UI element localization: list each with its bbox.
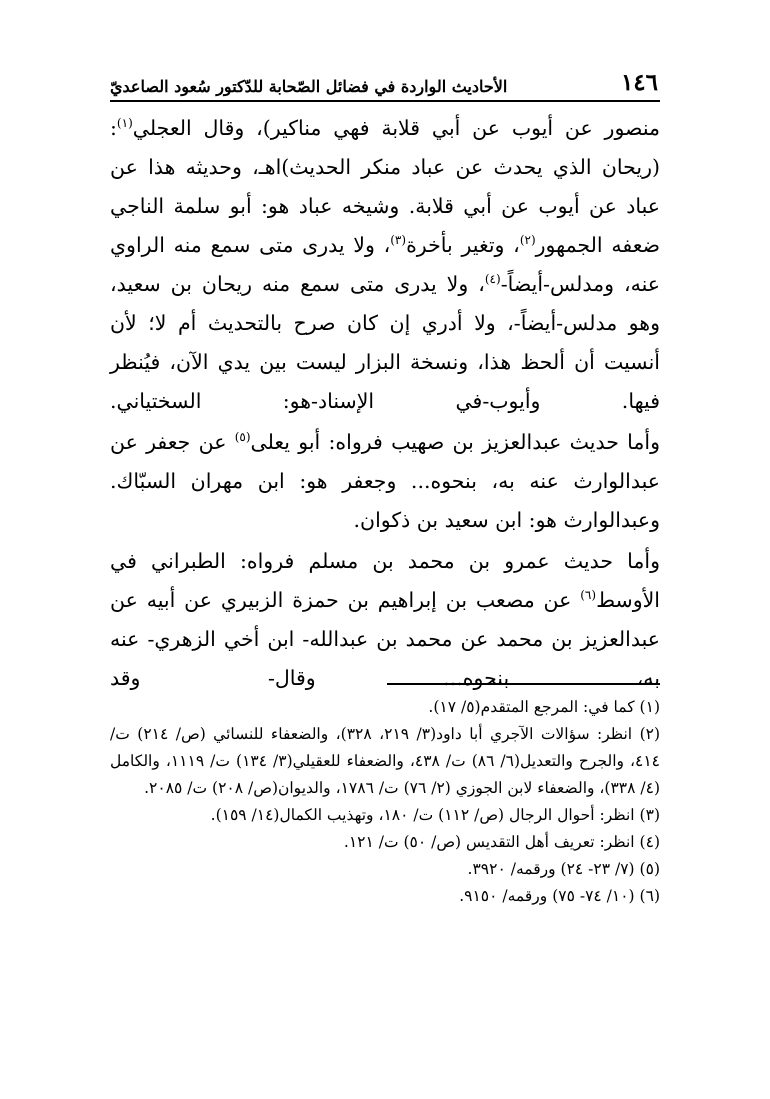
footnote-number: (١): [639, 698, 660, 716]
footnote-number: (٤): [639, 833, 660, 851]
footnote-number: (٣): [639, 806, 660, 824]
footnote: [110, 829, 660, 856]
footnote-number: (٢): [639, 725, 661, 743]
text-run: ، وتغير بأخرة: [406, 233, 520, 257]
text-run: ، ولا يدرى متى سمع منه الراوي عنه، ومدلس-أيضاً-: [110, 233, 660, 296]
footnote-ref[interactable]: (٥): [234, 430, 251, 445]
footnote-ref[interactable]: (٢): [519, 233, 536, 248]
page-header: [110, 62, 658, 96]
footnote-separator: [387, 683, 660, 685]
body-text: [110, 109, 660, 700]
footnote: [110, 721, 660, 802]
footnote-text: انظر: تعريف أهل التقديس (ص/ ٥٠) ت/ ١٢١.: [343, 833, 635, 851]
footnote: [110, 802, 660, 829]
text-run: وأما حديث عبدالعزيز بن صهيب فرواه: أبو يعلى: [250, 430, 661, 454]
paragraph: [110, 109, 660, 421]
page-number: ١٤٦: [620, 69, 658, 96]
footnote-text: (١٠/ ٧٤- ٧٥) ورقمه/ ٩١٥٠.: [459, 887, 635, 905]
text-run: ، ولا يدرى متى سمع منه ريحان بن سعيد، وهو مدلس-أيضاً-، ولا أدري إن كان صرح بالتحديث أم لا؛ لأن أنسيت أن ألحظ هذا، ونسخة البزار ليست بين يدي الآن، فيُنظر فيها. وأيوب-في الإسناد-هو: السختياني.: [110, 272, 660, 413]
text-run: وأما حديث عمرو بن محمد بن مسلم فرواه: الطبراني في الأوسط: [110, 549, 660, 612]
paragraph: [110, 423, 660, 540]
running-title: الأحاديث الواردة في فضائل الصّحابة للدّكتور سُعود الصاعديّ: [110, 77, 508, 96]
footnote-number: (٦): [639, 887, 660, 905]
footnote: [110, 856, 660, 883]
footnote-number: (٥): [639, 860, 660, 878]
text-run: : (ريحان الذي يحدث عن عباد منكر الحديث)اهـ، وحديثه هذا عن عباد عن أيوب عن أبي قلابة. وشيخه عباد هو: أبو سلمة الناجي ضعفه الجمهور: [110, 116, 660, 257]
footnote-text: (٧/ ٢٣- ٢٤) ورقمه/ ٣٩٢٠.: [467, 860, 635, 878]
footnote-text: كما في: المرجع المتقدم(٥/ ١٧).: [428, 698, 635, 716]
footnote: [110, 694, 660, 721]
footnote-ref[interactable]: (٣): [390, 233, 407, 248]
text-run: عن مصعب بن إبراهيم بن حمزة الزبيري عن أبيه عن عبدالعزيز بن محمد عن محمد بن عبدالله- ابن أخي الزهري- عنه به، بنحوه... وقال- وقد: [110, 588, 660, 690]
text-run: منصور عن أيوب عن أبي قلابة فهي مناكير)، وقال العجلي: [132, 116, 660, 140]
text-run: عن جعفر عن عبدالوارث عنه به، بنحوه... وجعفر هو: ابن مهران السبّاك. وعبدالوارث هو: ابن سعيد بن ذكوان.: [110, 430, 660, 532]
footnote-text: انظر: أحوال الرجال (ص/ ١١٢) ت/ ١٨٠، وتهذيب الكمال(١٤/ ١٥٩).: [210, 806, 635, 824]
footnote: [110, 883, 660, 910]
paragraph: [110, 542, 660, 698]
footnote-ref[interactable]: (١): [116, 116, 133, 131]
footnotes: [110, 694, 660, 910]
footnote-ref[interactable]: (٦): [580, 588, 597, 603]
header-rule: [110, 100, 660, 102]
footnote-ref[interactable]: (٤): [484, 272, 501, 287]
footnote-text: انظر: سؤالات الآجري أبا داود(٣/ ٢١٩، ٣٢٨)، والضعفاء للنسائي (ص/ ٢١٤) ت/ ٤١٤، والجرح والتعديل(٦/ ٨٦) ت/ ٤٣٨، والضعفاء للعقيلي(٣/ ١٣٤) ت/ ١١١٩، والكامل (٤/ ٣٣٨)، والضعفاء لابن الجوزي (٢/ ٧٦) ت/ ١٧٨٦، والديوان(ص/ ٢٠٨) ت/ ٢٠٨٥.: [110, 725, 660, 797]
